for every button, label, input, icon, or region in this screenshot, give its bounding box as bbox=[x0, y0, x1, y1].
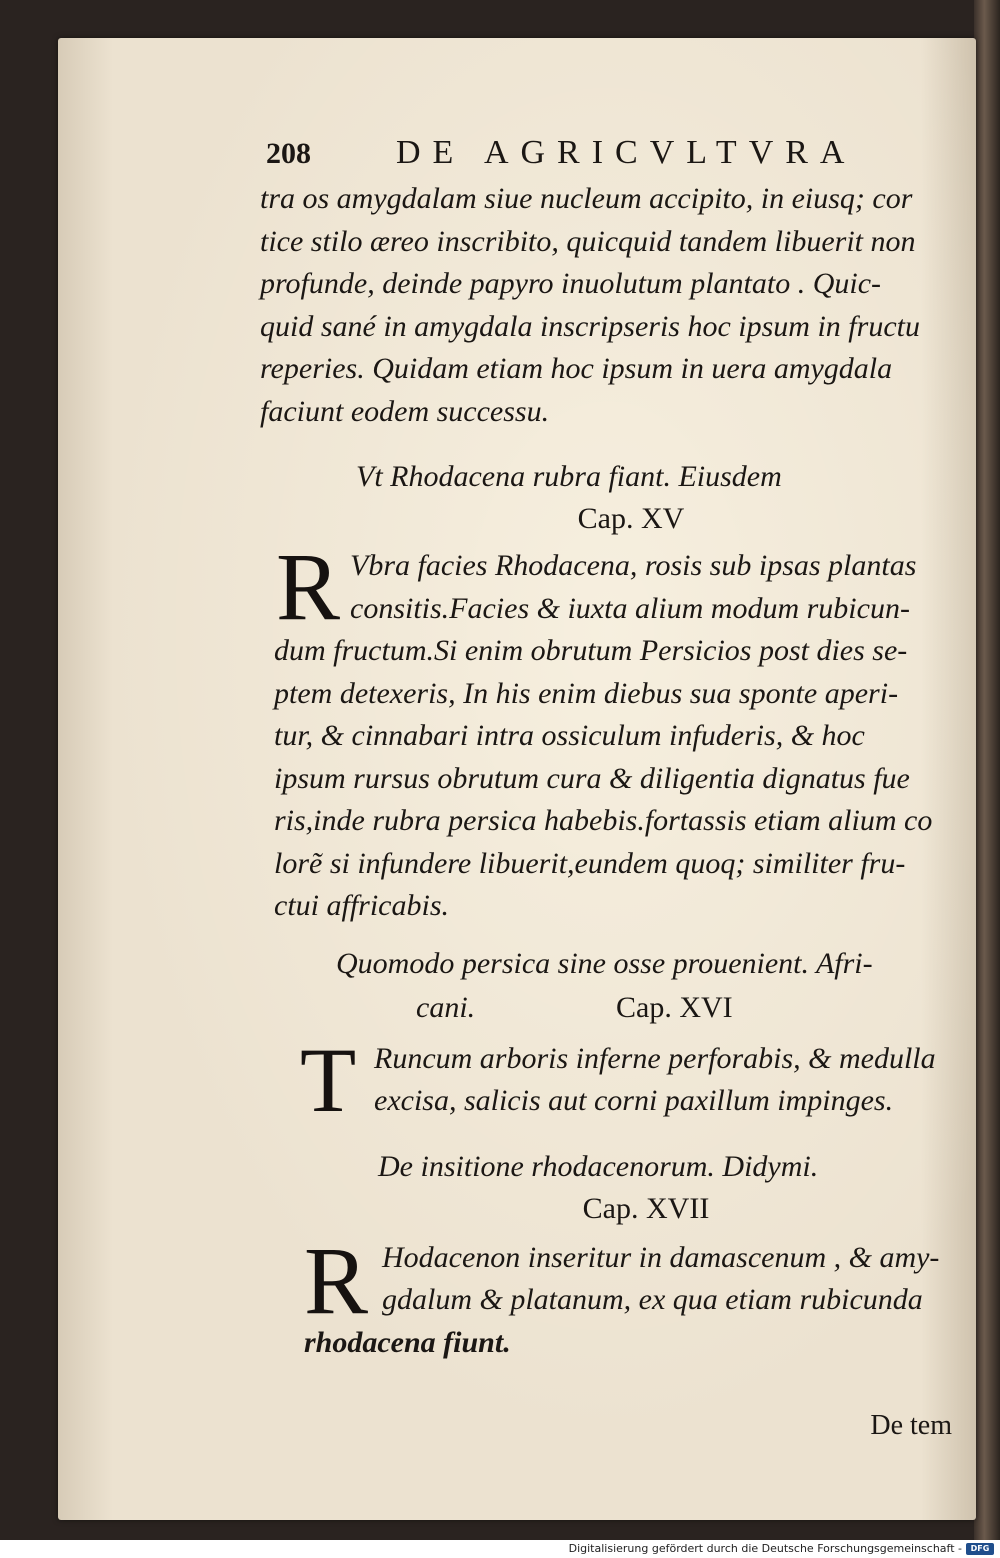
drop-initial: R bbox=[276, 533, 341, 640]
text-line: rhodacena fiunt. bbox=[304, 1325, 511, 1359]
chapter-title: De insitione rhodacenorum. Didymi. bbox=[378, 1149, 819, 1183]
drop-initial: R bbox=[304, 1226, 369, 1334]
catchword: De tem bbox=[870, 1410, 952, 1441]
book-page bbox=[58, 38, 976, 1520]
text-line: dum fructum.Si enim obrutum Persicios post dies se- bbox=[274, 634, 908, 667]
chapter-number: Cap. XV bbox=[577, 502, 685, 535]
text-line: reperies. Quidam etiam hoc ipsum in uera amygdala bbox=[260, 352, 893, 385]
chapter-title: Quomodo persica sine osse prouenient. Afri- bbox=[336, 946, 873, 980]
page-text bbox=[260, 134, 956, 1364]
text-line: Hodacenon inseritur in damascenum , & amy- bbox=[382, 1240, 940, 1274]
page-number: 208 bbox=[266, 137, 311, 170]
chapter-xv bbox=[266, 455, 956, 928]
chapter-body bbox=[266, 1028, 956, 1131]
text-line: Runcum arboris inferne perforabis, & medulla bbox=[374, 1041, 936, 1075]
drop-initial: T bbox=[300, 1028, 357, 1131]
page-header bbox=[266, 134, 956, 178]
text-line: ipsum rursus obrutum cura & diligentia dignatus fue bbox=[274, 761, 910, 795]
chapter-body bbox=[266, 1226, 956, 1365]
text-line: ctui affricabis. bbox=[274, 889, 449, 922]
text-line: excisa, salicis aut corni paxillum impinges. bbox=[374, 1084, 894, 1117]
text-line: tra os amygdalam siue nucleum accipito, in eiusq; cor bbox=[260, 182, 913, 215]
chapter-title-continued: cani. bbox=[416, 990, 476, 1024]
text-line: tice stilo æreo inscribito, quicquid tandem libuerit non bbox=[260, 224, 916, 258]
text-line: ris,inde rubra persica habebis.fortassis etiam alium co bbox=[274, 804, 933, 837]
text-line: ptem detexeris, In his enim diebus sua sponte aperi- bbox=[274, 676, 899, 710]
text-line: quid sané in amygdala inscripseris hoc ipsum in fructu bbox=[260, 309, 920, 343]
text-line: faciunt eodem successu. bbox=[260, 394, 550, 428]
text-line: consitis.Facies & iuxta alium modum rubicun- bbox=[350, 591, 910, 625]
chapter-number: Cap. XVII bbox=[582, 1191, 710, 1225]
chapter-xvi bbox=[266, 942, 956, 1131]
text-line: tur, & cinnabari intra ossiculum infuderis, & hoc bbox=[274, 719, 865, 752]
text-line: gdalum & platanum, ex qua etiam rubicunda bbox=[382, 1283, 923, 1316]
dfg-logo: DFG bbox=[966, 1543, 994, 1555]
chapter-title: Vt Rhodacena rubra fiant. Eiusdem bbox=[356, 460, 782, 493]
text-line: profunde, deinde papyro inuolutum plantato . Quic- bbox=[260, 267, 882, 300]
chapter-body bbox=[266, 533, 956, 928]
text-line: lorẽ si infundere libuerit,eundem quoq; similiter fru- bbox=[274, 846, 906, 880]
running-head: DE AGRICVLTVRA bbox=[396, 134, 857, 171]
footer-credit: Digitalisierung gefördert durch die Deutsche Forschungsgemeinschaft - bbox=[568, 1542, 962, 1555]
chapter-number: Cap. XVI bbox=[616, 990, 733, 1024]
chapter-xvii bbox=[266, 1145, 956, 1365]
text-line: Vbra facies Rhodacena, rosis sub ipsas plantas bbox=[350, 549, 917, 582]
digitization-footer bbox=[0, 1540, 1000, 1558]
book-edge bbox=[974, 0, 1000, 1540]
intro-paragraph bbox=[260, 178, 956, 433]
